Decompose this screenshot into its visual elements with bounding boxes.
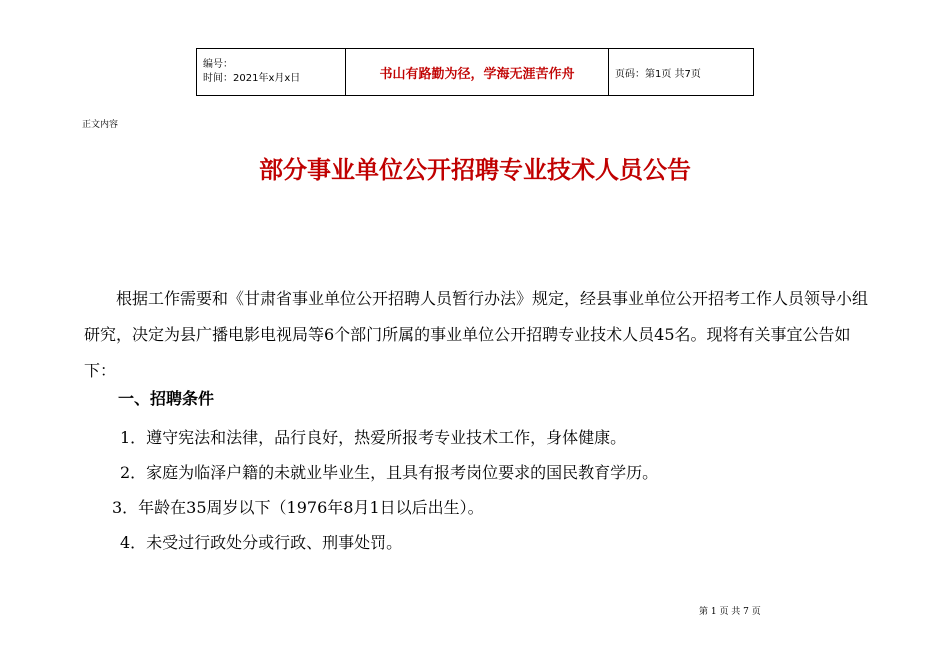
header-page-label: 页码：第1页 共7页 xyxy=(609,49,754,96)
list-item: 4．未受过行政处分或行政、刑事处罚。 xyxy=(120,533,403,552)
page-footer: 第 1 页 共 7 页 xyxy=(699,607,761,617)
list-item: 2．家庭为临泽户籍的未就业毕业生，且具有报考岗位要求的国民教育学历。 xyxy=(120,463,659,482)
time-label: 时间：2021年x月x日 xyxy=(203,73,301,84)
document-title: 部分事业单位公开招聘专业技术人员公告 xyxy=(259,156,691,184)
list-item: 1．遵守宪法和法律，品行良好，热爱所报考专业技术工作，身体健康。 xyxy=(120,428,627,447)
intro-paragraph: 根据工作需要和《甘肃省事业单位公开招聘人员暂行办法》规定，经县事业单位公开招考工作人员领导小组研究，决定为县广播电影电视局等6个部门所属的事业单位公开招聘专业技术人员45名。现将有关事宜公告如下： xyxy=(84,289,869,380)
header-motto: 书山有路勤为径，学海无涯苦作舟 xyxy=(346,49,609,96)
header-left-cell xyxy=(197,49,346,96)
section-heading: 一、招聘条件 xyxy=(118,389,215,408)
number-label: 编号： xyxy=(203,59,233,70)
document-header-table xyxy=(196,48,754,96)
list-item: 3．年龄在35周岁以下（1976年8月1日以后出生）。 xyxy=(112,498,484,517)
section-label: 正文内容 xyxy=(82,120,119,130)
